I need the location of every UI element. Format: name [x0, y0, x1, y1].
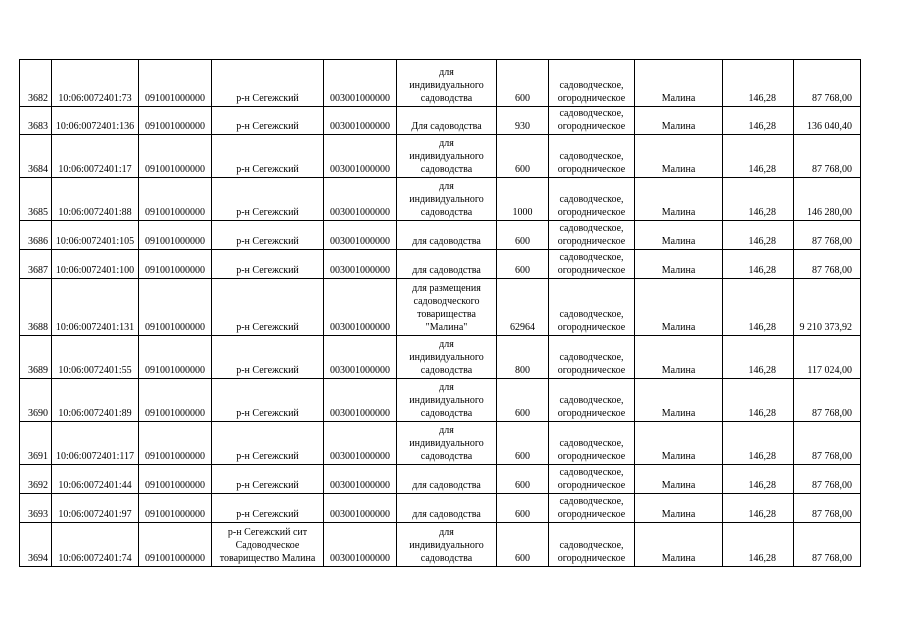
permitted-use-cell-line: для садоводства [412, 236, 481, 247]
land-category-cell-line: огородническое [557, 553, 626, 564]
permitted-use-cell-line: для [439, 138, 454, 149]
row-number-cell: 3684 [20, 135, 52, 178]
row-number-cell: 3688 [20, 279, 52, 336]
district-cell [212, 279, 324, 336]
land-category-cell-line: огородническое [557, 365, 626, 376]
land-category-cell [549, 422, 635, 465]
area-cell: 600 [497, 494, 549, 523]
table-body [20, 60, 861, 567]
permitted-use-cell-line: садоводства [420, 164, 473, 175]
land-category-cell-line: огородническое [557, 121, 626, 132]
permitted-use-cell [397, 422, 497, 465]
table-row [20, 523, 861, 567]
unit-price-cell: 146,28 [723, 336, 794, 379]
district-cell [212, 336, 324, 379]
unit-price-cell: 146,28 [723, 523, 794, 567]
cadastral-number-cell: 10:06:0072401:44 [52, 465, 139, 494]
land-category-cell-line: садоводческое, [559, 438, 624, 449]
district-cell [212, 379, 324, 422]
district-cell-line: р-н Сегежский [236, 164, 299, 175]
area-cell: 600 [497, 221, 549, 250]
district-cell-line: р-н Сегежский [236, 236, 299, 247]
table-row [20, 221, 861, 250]
area-cell: 600 [497, 465, 549, 494]
district-cell-line: р-н Сегежский [236, 480, 299, 491]
permitted-use-cell [397, 465, 497, 494]
district-cell [212, 422, 324, 465]
row-number-cell: 3693 [20, 494, 52, 523]
area-cell: 600 [497, 60, 549, 107]
table-row [20, 494, 861, 523]
permitted-use-cell-line: для [439, 67, 454, 78]
locality-cell: Малина [635, 221, 723, 250]
locality-cell: Малина [635, 494, 723, 523]
permitted-use-cell-line: индивидуального [409, 395, 484, 406]
land-category-cell-line: садоводческое, [559, 108, 624, 119]
cadastral-number-cell: 10:06:0072401:17 [52, 135, 139, 178]
permitted-use-cell-line: товарищества [417, 309, 476, 320]
permitted-use-cell [397, 60, 497, 107]
okato-code-cell: 091001000000 [139, 60, 212, 107]
area-cell: 600 [497, 250, 549, 279]
okato-code-cell: 091001000000 [139, 336, 212, 379]
table-row [20, 379, 861, 422]
permitted-use-cell-line: садоводческого [413, 296, 480, 307]
oktmo-code-cell: 003001000000 [324, 178, 397, 221]
okato-code-cell: 091001000000 [139, 523, 212, 567]
cadastral-number-cell: 10:06:0072401:97 [52, 494, 139, 523]
district-cell-line: р-н Сегежский [236, 93, 299, 104]
table-row [20, 60, 861, 107]
land-category-cell-line: огородническое [557, 509, 626, 520]
district-cell-line: р-н Сегежский [236, 322, 299, 333]
locality-cell: Малина [635, 422, 723, 465]
land-category-cell-line: садоводческое, [559, 80, 624, 91]
unit-price-cell: 146,28 [723, 279, 794, 336]
okato-code-cell: 091001000000 [139, 221, 212, 250]
area-cell: 800 [497, 336, 549, 379]
cadastral-cost-cell: 87 768,00 [794, 494, 861, 523]
land-category-cell [549, 336, 635, 379]
oktmo-code-cell: 003001000000 [324, 379, 397, 422]
row-number-cell: 3694 [20, 523, 52, 567]
land-category-cell-line: огородническое [557, 322, 626, 333]
oktmo-code-cell: 003001000000 [324, 107, 397, 135]
permitted-use-cell [397, 523, 497, 567]
unit-price-cell: 146,28 [723, 250, 794, 279]
land-category-cell [549, 523, 635, 567]
cadastral-number-cell: 10:06:0072401:74 [52, 523, 139, 567]
land-category-cell-line: огородническое [557, 164, 626, 175]
land-category-cell-line: садоводческое, [559, 309, 624, 320]
cadastral-cost-cell: 87 768,00 [794, 60, 861, 107]
oktmo-code-cell: 003001000000 [324, 465, 397, 494]
okato-code-cell: 091001000000 [139, 465, 212, 494]
locality-cell: Малина [635, 523, 723, 567]
unit-price-cell: 146,28 [723, 465, 794, 494]
land-category-cell-line: садоводческое, [559, 151, 624, 162]
table-row [20, 107, 861, 135]
cadastral-number-cell: 10:06:0072401:136 [52, 107, 139, 135]
permitted-use-cell [397, 494, 497, 523]
permitted-use-cell [397, 221, 497, 250]
cadastral-number-cell: 10:06:0072401:55 [52, 336, 139, 379]
land-plot-table [19, 59, 861, 567]
table-row [20, 178, 861, 221]
land-category-cell-line: огородническое [557, 480, 626, 491]
row-number-cell: 3690 [20, 379, 52, 422]
permitted-use-cell-line: индивидуального [409, 80, 484, 91]
permitted-use-cell-line: "Малина" [425, 322, 468, 333]
district-cell-line: р-н Сегежский [236, 408, 299, 419]
row-number-cell: 3689 [20, 336, 52, 379]
permitted-use-cell [397, 336, 497, 379]
permitted-use-cell-line: индивидуального [409, 151, 484, 162]
land-category-cell-line: садоводческое, [559, 252, 624, 263]
row-number-cell: 3692 [20, 465, 52, 494]
locality-cell: Малина [635, 279, 723, 336]
table-row [20, 135, 861, 178]
area-cell: 600 [497, 422, 549, 465]
land-category-cell [549, 60, 635, 107]
district-cell [212, 465, 324, 494]
cadastral-cost-cell: 87 768,00 [794, 523, 861, 567]
area-cell: 1000 [497, 178, 549, 221]
land-category-cell [549, 379, 635, 422]
area-cell: 930 [497, 107, 549, 135]
oktmo-code-cell: 003001000000 [324, 422, 397, 465]
district-cell [212, 494, 324, 523]
cadastral-number-cell: 10:06:0072401:100 [52, 250, 139, 279]
unit-price-cell: 146,28 [723, 107, 794, 135]
permitted-use-cell-line: для [439, 181, 454, 192]
land-category-cell-line: огородническое [557, 451, 626, 462]
okato-code-cell: 091001000000 [139, 135, 212, 178]
permitted-use-cell [397, 250, 497, 279]
cadastral-cost-cell: 87 768,00 [794, 250, 861, 279]
row-number-cell: 3686 [20, 221, 52, 250]
row-number-cell: 3685 [20, 178, 52, 221]
permitted-use-cell-line: для [439, 425, 454, 436]
permitted-use-cell [397, 135, 497, 178]
land-category-cell [549, 178, 635, 221]
land-category-cell-line: садоводческое, [559, 352, 624, 363]
locality-cell: Малина [635, 178, 723, 221]
permitted-use-cell-line: для садоводства [412, 509, 481, 520]
cadastral-cost-cell: 117 024,00 [794, 336, 861, 379]
permitted-use-cell-line: садоводства [420, 451, 473, 462]
cadastral-cost-cell: 87 768,00 [794, 135, 861, 178]
district-cell-line: товарищество Малина [219, 553, 316, 564]
table-row [20, 422, 861, 465]
unit-price-cell: 146,28 [723, 494, 794, 523]
area-cell: 600 [497, 523, 549, 567]
locality-cell: Малина [635, 379, 723, 422]
permitted-use-cell-line: для садоводства [412, 480, 481, 491]
cadastral-number-cell: 10:06:0072401:131 [52, 279, 139, 336]
district-cell [212, 523, 324, 567]
district-cell-line: р-н Сегежский [236, 121, 299, 132]
permitted-use-cell-line: индивидуального [409, 194, 484, 205]
okato-code-cell: 091001000000 [139, 107, 212, 135]
land-category-cell-line: огородническое [557, 236, 626, 247]
oktmo-code-cell: 003001000000 [324, 60, 397, 107]
land-category-cell-line: огородническое [557, 93, 626, 104]
permitted-use-cell [397, 279, 497, 336]
row-number-cell: 3691 [20, 422, 52, 465]
cadastral-cost-cell: 9 210 373,92 [794, 279, 861, 336]
locality-cell: Малина [635, 60, 723, 107]
table-row [20, 336, 861, 379]
permitted-use-cell [397, 178, 497, 221]
land-category-cell [549, 221, 635, 250]
oktmo-code-cell: 003001000000 [324, 250, 397, 279]
cadastral-cost-cell: 87 768,00 [794, 422, 861, 465]
unit-price-cell: 146,28 [723, 422, 794, 465]
district-cell [212, 60, 324, 107]
oktmo-code-cell: 003001000000 [324, 494, 397, 523]
oktmo-code-cell: 003001000000 [324, 279, 397, 336]
locality-cell: Малина [635, 465, 723, 494]
document-page [19, 59, 861, 567]
area-cell: 62964 [497, 279, 549, 336]
land-category-cell [549, 279, 635, 336]
cadastral-number-cell: 10:06:0072401:89 [52, 379, 139, 422]
permitted-use-cell [397, 107, 497, 135]
permitted-use-cell-line: для [439, 339, 454, 350]
district-cell [212, 135, 324, 178]
table-row [20, 279, 861, 336]
land-category-cell-line: садоводческое, [559, 395, 624, 406]
land-category-cell-line: садоводческое, [559, 467, 624, 478]
okato-code-cell: 091001000000 [139, 250, 212, 279]
locality-cell: Малина [635, 135, 723, 178]
table-row [20, 250, 861, 279]
land-category-cell-line: огородническое [557, 207, 626, 218]
district-cell-line: р-н Сегежский сит [227, 527, 308, 538]
table-row [20, 465, 861, 494]
permitted-use-cell-line: индивидуального [409, 352, 484, 363]
unit-price-cell: 146,28 [723, 60, 794, 107]
oktmo-code-cell: 003001000000 [324, 221, 397, 250]
land-category-cell-line: огородническое [557, 408, 626, 419]
district-cell-line: р-н Сегежский [236, 509, 299, 520]
area-cell: 600 [497, 135, 549, 178]
land-category-cell [549, 250, 635, 279]
cadastral-cost-cell: 87 768,00 [794, 221, 861, 250]
oktmo-code-cell: 003001000000 [324, 336, 397, 379]
permitted-use-cell-line: для [439, 382, 454, 393]
row-number-cell: 3682 [20, 60, 52, 107]
permitted-use-cell-line: для размещения [412, 283, 481, 294]
okato-code-cell: 091001000000 [139, 279, 212, 336]
area-cell: 600 [497, 379, 549, 422]
district-cell [212, 221, 324, 250]
district-cell-line: р-н Сегежский [236, 207, 299, 218]
okato-code-cell: 091001000000 [139, 494, 212, 523]
permitted-use-cell-line: садоводства [420, 553, 473, 564]
land-category-cell-line: садоводческое, [559, 540, 624, 551]
permitted-use-cell-line: садоводства [420, 365, 473, 376]
land-category-cell [549, 494, 635, 523]
row-number-cell: 3687 [20, 250, 52, 279]
permitted-use-cell-line: Для садоводства [411, 121, 482, 132]
cadastral-number-cell: 10:06:0072401:105 [52, 221, 139, 250]
permitted-use-cell-line: индивидуального [409, 438, 484, 449]
permitted-use-cell-line: для [439, 527, 454, 538]
permitted-use-cell-line: индивидуального [409, 540, 484, 551]
land-category-cell [549, 465, 635, 494]
cadastral-number-cell: 10:06:0072401:117 [52, 422, 139, 465]
permitted-use-cell-line: садоводства [420, 207, 473, 218]
land-category-cell [549, 135, 635, 178]
cadastral-number-cell: 10:06:0072401:73 [52, 60, 139, 107]
locality-cell: Малина [635, 336, 723, 379]
district-cell-line: р-н Сегежский [236, 265, 299, 276]
cadastral-cost-cell: 87 768,00 [794, 379, 861, 422]
district-cell-line: р-н Сегежский [236, 365, 299, 376]
district-cell-line: Садоводческое [235, 540, 300, 551]
row-number-cell: 3683 [20, 107, 52, 135]
okato-code-cell: 091001000000 [139, 422, 212, 465]
permitted-use-cell-line: садоводства [420, 93, 473, 104]
permitted-use-cell-line: для садоводства [412, 265, 481, 276]
permitted-use-cell-line: садоводства [420, 408, 473, 419]
unit-price-cell: 146,28 [723, 221, 794, 250]
cadastral-cost-cell: 87 768,00 [794, 465, 861, 494]
land-category-cell [549, 107, 635, 135]
cadastral-cost-cell: 146 280,00 [794, 178, 861, 221]
land-category-cell-line: огородническое [557, 265, 626, 276]
locality-cell: Малина [635, 107, 723, 135]
cadastral-cost-cell: 136 040,40 [794, 107, 861, 135]
cadastral-number-cell: 10:06:0072401:88 [52, 178, 139, 221]
district-cell [212, 107, 324, 135]
land-category-cell-line: садоводческое, [559, 496, 624, 507]
locality-cell: Малина [635, 250, 723, 279]
land-category-cell-line: садоводческое, [559, 194, 624, 205]
okato-code-cell: 091001000000 [139, 379, 212, 422]
unit-price-cell: 146,28 [723, 135, 794, 178]
land-category-cell-line: садоводческое, [559, 223, 624, 234]
district-cell-line: р-н Сегежский [236, 451, 299, 462]
district-cell [212, 178, 324, 221]
oktmo-code-cell: 003001000000 [324, 523, 397, 567]
oktmo-code-cell: 003001000000 [324, 135, 397, 178]
unit-price-cell: 146,28 [723, 178, 794, 221]
unit-price-cell: 146,28 [723, 379, 794, 422]
okato-code-cell: 091001000000 [139, 178, 212, 221]
district-cell [212, 250, 324, 279]
permitted-use-cell [397, 379, 497, 422]
